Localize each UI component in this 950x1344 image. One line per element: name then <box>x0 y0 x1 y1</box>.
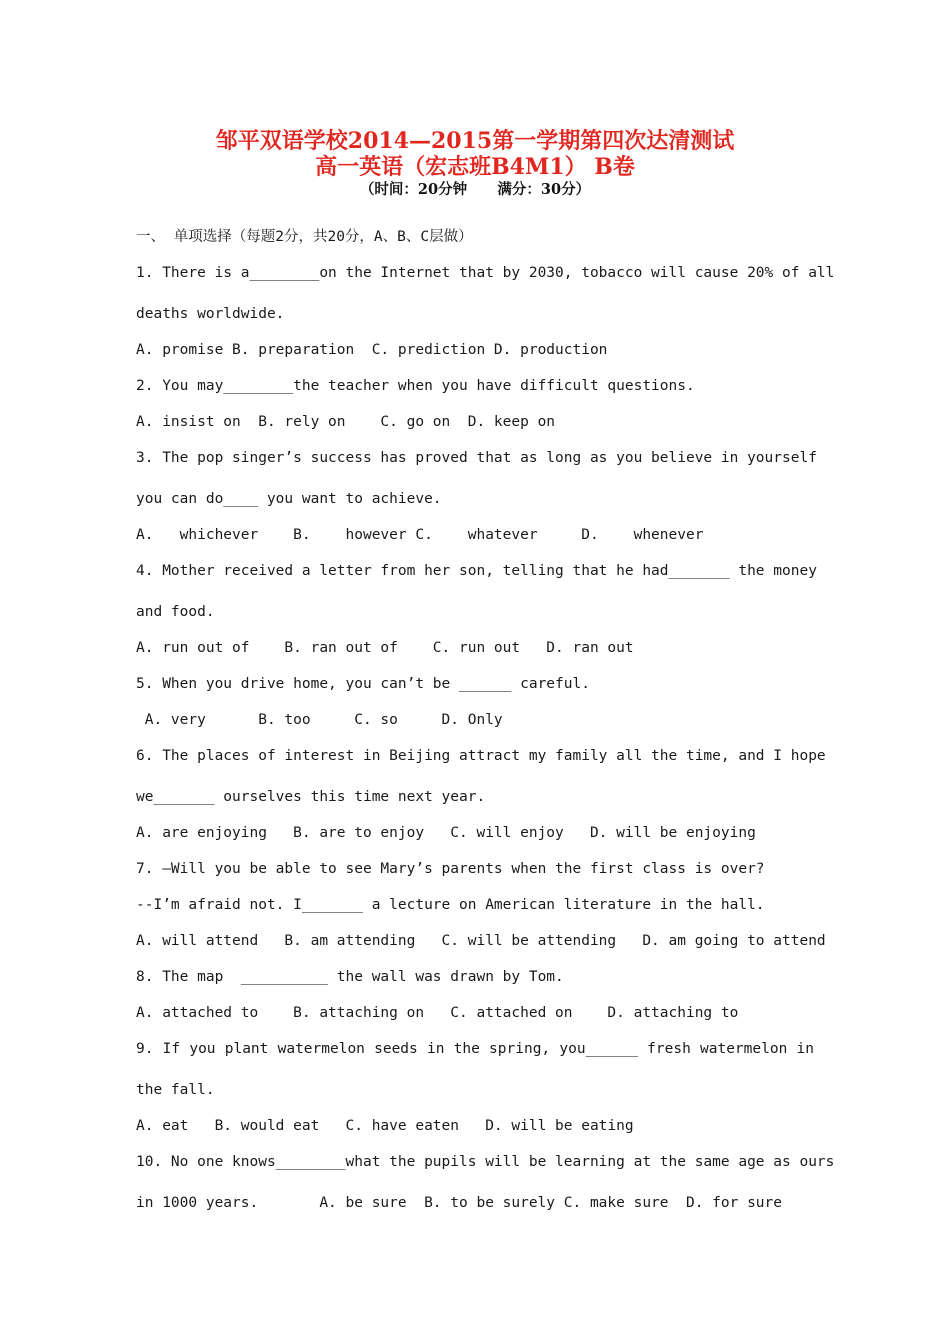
question-6-stem-line-1: 6. The places of interest in Beijing attract my family all the time, and I hope <box>136 748 826 764</box>
question-1-stem-line-1: 1. There is a________on the Internet that by 2030, tobacco will cause 20% of all <box>136 265 835 281</box>
question-9-stem-line-1: 9. If you plant watermelon seeds in the spring, you______ fresh watermelon in <box>136 1041 814 1057</box>
question-3-options: A. whichever B. however C. whatever D. whenever <box>136 527 704 543</box>
question-6-stem-line-2: we_______ ourselves this time next year. <box>136 789 486 805</box>
question-8-stem-line-1: 8. The map __________ the wall was drawn by Tom. <box>136 969 564 985</box>
question-4-stem-line-2: and food. <box>136 604 215 620</box>
question-3-stem-line-2: you can do____ you want to achieve. <box>136 491 442 507</box>
question-7-stem-line-2: --I’m afraid not. I_______ a lecture on American literature in the hall. <box>136 897 765 913</box>
exam-title-line-1: 邹平双语学校2014—2015第一学期第四次达清测试 <box>215 128 735 154</box>
question-10-stem-line-2: in 1000 years. A. be sure B. to be surely C. make sure D. for sure <box>136 1195 783 1211</box>
question-8-options: A. attached to B. attaching on C. attached on D. attaching to <box>136 1005 739 1021</box>
question-1-stem-line-2: deaths worldwide. <box>136 306 285 322</box>
question-1-options: A. promise B. preparation C. prediction D. production <box>136 342 608 358</box>
exam-subtitle: （时间：20分钟 满分：30分） <box>359 181 591 198</box>
question-10-stem-line-1: 10. No one knows________what the pupils will be learning at the same age as ours <box>136 1154 835 1170</box>
question-4-stem-line-1: 4. Mother received a letter from her son, telling that he had_______ the money <box>136 563 817 579</box>
question-2-stem-line-1: 2. You may________the teacher when you have difficult questions. <box>136 378 695 394</box>
question-9-options: A. eat B. would eat C. have eaten D. will be eating <box>136 1118 634 1134</box>
question-5-stem-line-1: 5. When you drive home, you can’t be ______ careful. <box>136 676 590 692</box>
question-9-stem-line-2: the fall. <box>136 1082 215 1098</box>
question-4-options: A. run out of B. ran out of C. run out D. ran out <box>136 640 634 656</box>
question-3-stem-line-1: 3. The pop singer’s success has proved that as long as you believe in yourself <box>136 450 817 466</box>
exam-title-line-2: 高一英语（宏志班B4M1） B卷 <box>315 154 635 180</box>
question-5-options: A. very B. too C. so D. Only <box>136 712 503 728</box>
question-6-options: A. are enjoying B. are to enjoy C. will enjoy D. will be enjoying <box>136 825 756 841</box>
question-2-options: A. insist on B. rely on C. go on D. keep on <box>136 414 556 430</box>
section-heading: 一、 单项选择（每题2分，共20分，A、B、C层做） <box>136 229 473 245</box>
question-7-options: A. will attend B. am attending C. will be attending D. am going to attend <box>136 933 826 949</box>
question-7-stem-line-1: 7. —Will you be able to see Mary’s parents when the first class is over? <box>136 861 765 877</box>
